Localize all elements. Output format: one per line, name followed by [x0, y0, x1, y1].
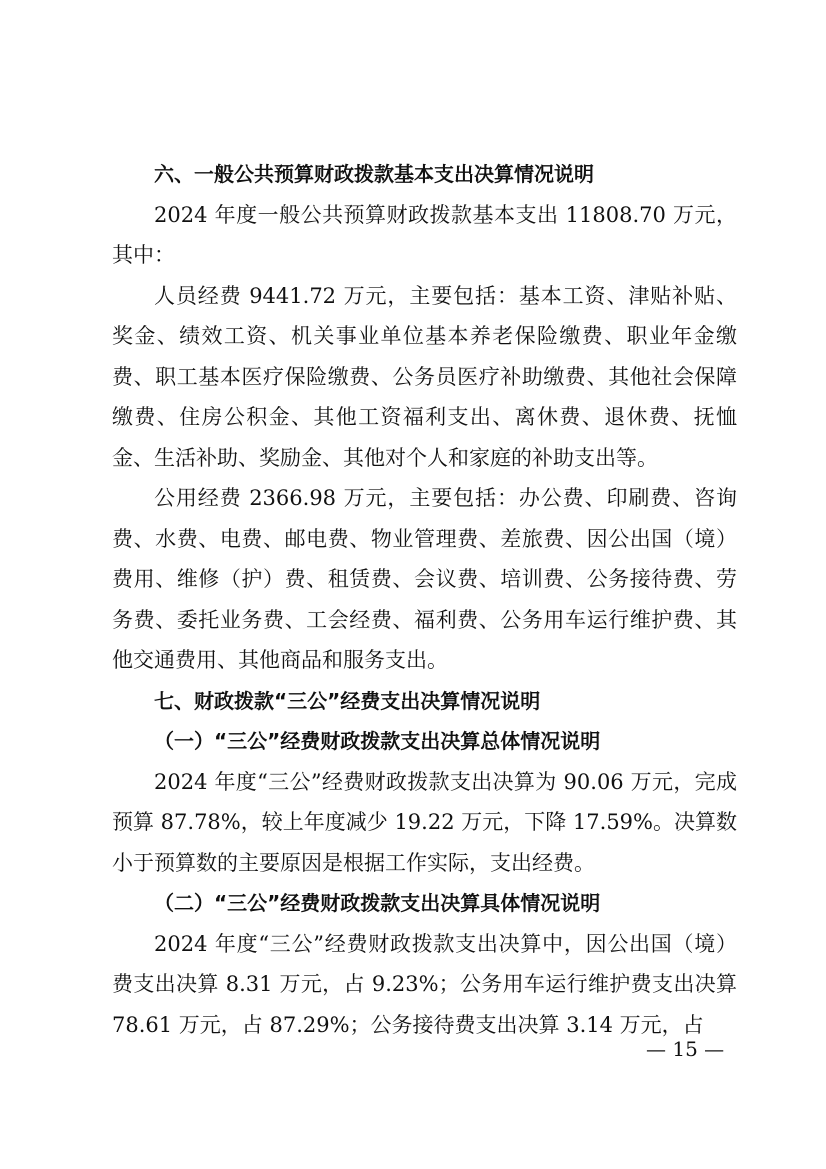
subsection-heading-2: （二）“三公”经费财政拨款支出决算具体情况说明: [154, 891, 601, 915]
section-heading-7: 七、财政拨款“三公”经费支出决算情况说明: [154, 688, 541, 713]
paragraph-three-public-overall: 2024 年度“三公”经费财政拨款支出决算为 90.06 万元，完成预算 87.78%，较上年度减少 19.22 万元，下降 17.59%。决算数小于预算数的主要原因是根据工作实际，支出经费。: [112, 769, 737, 875]
paragraph-personnel-expenses: 人员经费 9441.72 万元，主要包括：基本工资、津贴补贴、奖金、绩效工资、机关事业单位基本养老保险缴费、职业年金缴费、职工基本医疗保险缴费、公务员医疗补助缴费、其他社会保障缴费、住房公积金、其他工资福利支出、离休费、退休费、抚恤金、生活补助、奖励金、其他对个人和家庭的补助支出等。: [112, 283, 737, 470]
paragraph-three-public-detail: 2024 年度“三公”经费财政拨款支出决算中，因公出国（境）费支出决算 8.31 万元，占 9.23%；公务用车运行维护费支出决算 78.61 万元，占 87.29%；公务接待费支出决算 3.14 万元，占: [112, 931, 737, 1037]
page-number: — 15 —: [646, 1037, 725, 1061]
paragraph-basic-expenditure: 2024 年度一般公共预算财政拨款基本支出 11808.70 万元，其中：: [112, 202, 737, 267]
document-body: [112, 154, 737, 1045]
paragraph-public-expenses: 公用经费 2366.98 万元，主要包括：办公费、印刷费、咨询费、水费、电费、邮电费、物业管理费、差旅费、因公出国（境）费用、维修（护）费、租赁费、会议费、培训费、公务接待费、劳务费、委托业务费、工会经费、福利费、公务用车运行维护费、其他交通费用、其他商品和服务支出。: [112, 486, 737, 672]
subsection-heading-1: （一）“三公”经费财政拨款支出决算总体情况说明: [154, 729, 601, 753]
section-heading-6: 六、一般公共预算财政拨款基本支出决算情况说明: [154, 162, 594, 186]
